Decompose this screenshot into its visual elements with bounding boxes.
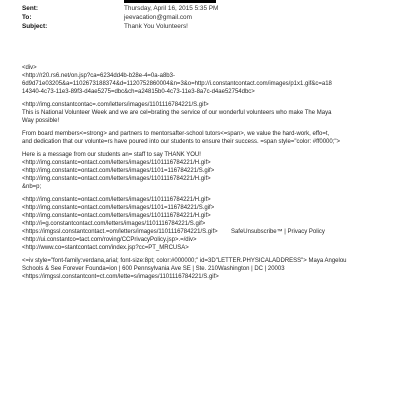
- body-text-line: <http://img.constantc=ontact.com/letters/images/1101116784221/H.gif>: [22, 176, 211, 182]
- body-text-line: &nb=p;: [22, 184, 42, 190]
- body-text-line: Here is a message from our students an= staff to say THANK YOU!: [22, 152, 201, 158]
- email-body: [22, 64, 382, 281]
- to-value: jeevacation@gmail.com: [124, 13, 192, 21]
- body-text-line: <http://ui.constantco=tact.com/roving/CCPrivacyPolicy.jsp>.=/div>: [22, 237, 197, 243]
- sent-value: Thursday, April 16, 2015 5:35 PM: [124, 4, 219, 12]
- subject-label: Subject:: [22, 22, 48, 30]
- body-text-line: 6d9d71e03205&a=1102673188374&d=1120752860004&n=3&o=http://i.constantcontact.com/images/p1x1.gif&c=a18: [22, 81, 332, 87]
- body-text-line: <https://imgssl.constantcontact.=om/letters/images/1101116784221/S.gif> SafeUnsubscribe™ | Privacy Policy: [22, 229, 325, 235]
- body-text-line: Way possible!: [22, 118, 60, 124]
- body-text-line: <http://img.constantc=ontact.com/letters/images/1101=116784221/S.gif>: [22, 205, 215, 211]
- sent-label: Sent:: [22, 4, 38, 12]
- body-text-line: <http://img.constantc=ontact.com/letters/images/1101=116784221/S.gif>: [22, 168, 215, 174]
- body-text-line: <https://imgssl.constantcont=ct.com/lette=s/images/1101116784221/S.gif>: [22, 274, 219, 280]
- body-text-line: <http://www.co=stantcontact.com/index.jsp?cc=PT_MRCUSA>: [22, 245, 189, 251]
- redaction-bar: [124, 0, 216, 3]
- body-text-line: <http://img.constantc=ontact.com/letters/images/1101116784221/H.gif>: [22, 160, 211, 166]
- body-text-line: 14340-4c73-11e3-89f3-d4ae5275=dbc&ch=a24815b0-4c73-11e3-8a7c-d4ae52754dbc>: [22, 89, 255, 95]
- body-text-line: <http://i=g.constantcontact.com/letters/images/1101116784221/S.gif>: [22, 221, 206, 227]
- body-text-line: <http://img.constantc=ontact.com/letters/images/1101116784221/H.gif>: [22, 197, 211, 203]
- body-text-line: <http://img.constantcontac=.com/letters/images/1101116784221/S.gif>: [22, 102, 209, 108]
- subject-value: Thank You Volunteers!: [124, 22, 188, 30]
- header-sent-row: [22, 4, 218, 13]
- header-to-row: [22, 13, 192, 22]
- body-text-line: and dedication that our volunte=rs have poured into our students to ensure their success. =span style="color: #ff0000;">: [22, 139, 341, 145]
- to-label: To:: [22, 13, 32, 21]
- body-text-line: <div>: [22, 65, 37, 71]
- body-text-line: <http://r20.rs6.net/on.jsp?ca=6234dd4b-b28e-4=0a-a8b3-: [22, 73, 175, 79]
- header-subject-row: [22, 22, 188, 31]
- body-text-line: Schools & See Forever Founda=ion | 600 Pennsylvania Ave SE | Ste. 210Washington | DC | 20003: [22, 266, 285, 272]
- body-text-line: <http://img.constantc=ontact.com/letters/images/1101116784221/H.gif>: [22, 213, 211, 219]
- body-text-line: From board members<=strong> and partners to mentorsafter-school tutors<=span>, we value the hard-work, effo=t,: [22, 131, 330, 137]
- body-text-line: <=iv style="font-family:verdana,arial; font-size:8pt; color:#000000;" id=3D"LETTER.PHYSICALADDRESS"> Maya Angelou: [22, 258, 347, 264]
- body-text-line: This is National Volunteer Week and we are cel=brating the service of our wonderful volunteers who make The Maya: [22, 110, 332, 116]
